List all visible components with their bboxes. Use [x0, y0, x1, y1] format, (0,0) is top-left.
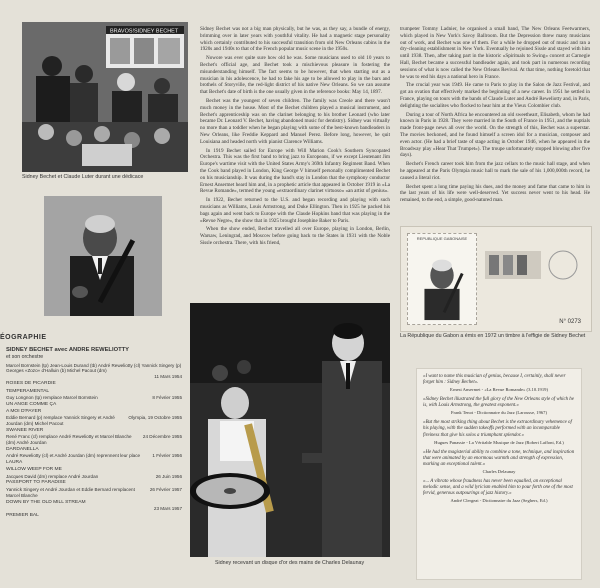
quote-source: Hugues Panassie - La Véritable Musique de Jazz (Robert Laffont, Ed.) [434, 439, 564, 445]
discography-intro-date: 11 Mars 1954 [154, 374, 182, 380]
middle-paragraph: When the show ended, Bechet travelled all over Europe, playing in London, Berlin, Warsaw, Leningrad, and Moscow before going back to the States in 1931 with the Noble Sissle orchestra. There, with his friend, [200, 226, 390, 246]
quote-text: «But the most striking thing about Bechet is the extraordinary vehemence of his playing, with the sudden takeoffs performed with an incomparable fireiness that give his solos a triumphant splendor.» [423, 420, 572, 438]
discography-date: 8 Février 1955 [152, 394, 182, 400]
discography-subheader: et son orchestre [6, 353, 44, 360]
quote-text: «I want to name this musician of genius, because I, certainly, shall never forget him : Sidney Bechet». [423, 374, 566, 386]
discography-date: 1 Février 1956 [152, 453, 182, 459]
discography-song: ROSES DE PICARDIE [6, 381, 56, 387]
text-column-middle [200, 26, 390, 300]
middle-paragraph: In 1919 Bechet sailed for Europe with Will Marion Cook's Southern Syncopated Orchestra. This was the first band to bring jazz to Europeans, if we except Lieutenant Jim Europe's wartime visit with the United States Army's 369th Infantry Regiment Band. When the Cook band played in London, King George V himself personally complimented Bechet on his musicianship. It was during the band's stay in London that the symphony conductor Ernest Ansermet heard him and, in a prophetic article that appeared in October 1919 in «La Revue Romande», termed the young «extraordinary clarinet virtuoso» «an artist of genius». [200, 147, 390, 195]
discography-note: Eddie Bernard (p) remplace Yannick Singery et André Jourdan (dm) Michel Pacout [6, 415, 115, 427]
postage-stamp [407, 233, 477, 325]
discography-song: DOWN BY THE OLD MILL STREAM [6, 499, 86, 505]
text-column-right [400, 26, 590, 222]
middle-paragraph: Nowore was ever quite sure how old he was. Some musicians used to old 10 years to Bechet's official age, and Bechet took a mischievous pleasure in fostering the misunderstanding himself. The fact seems to be however, that when starting out as a musician in his adolescence, he had to fake his age to be allowed to play in the bars and brothels of Storyville, the red-light district of his native New Orleans. So we can assume that Bechet's date of birth is the one usually given in the reference books: May 14, 1897. [200, 55, 390, 96]
photo4-caption: Sidney recevant un disque d'or des mains de Charles Delaunay [215, 560, 365, 566]
discography-entry [6, 434, 182, 446]
discography-intro: Marcel Bornstein (tp) Jean-Louis Durand (tb) André Reweliotty (cl) Yannick Singery (p) Georges «Zozo» d'Halluin (b) Michel Pacout (dm) [6, 362, 182, 374]
discography-song: TEMPERAMENTAL [6, 388, 50, 394]
discography-list [6, 381, 182, 519]
discography-note: Jacques David (dm) remplace André Jourdan [6, 473, 99, 479]
right-paragraph: trumpeter Tommy Ladnier, he organised a small band, The New Orleans Feetwarmers, which played in New York's Savoy Ballroom. But the Depression threw many musicians out of work, and Bechet was one of them. For a while he dropped out of music and ran a dry-cleaning establishment in New York. Eventually he rejoined Sissle and stayed with him until 1938. Then, after taking part in the historic «Spirituals to Swing» concert at Carnegie Hall, Bechet became a successful bandleader again, and took part in numerous recording sessions of what is now called the New Orleans Revival. At that time, nothing foretold that he was to end his days a national hero in France. [400, 26, 590, 80]
discography-date: 26 Juin 1956 [155, 473, 182, 479]
discography-note: René Franc (cl) remplace André Reweliotty et Marcel Blanche (dm) André Jourdan [6, 434, 132, 446]
discography [6, 347, 182, 519]
discography-note: Yannick Singery et André Jourdan et Eddie Bernard remplacent Marcel Blanche [6, 486, 135, 498]
right-paragraph: Bechet's French career took him from the jazz cellars to the music hall stage, and when he appeared at the Paris Olympia music hall to mark the sale of his 1,000,000th record, he caused a literal riot. [400, 161, 590, 181]
discography-note [6, 506, 154, 512]
discography-song: A MOI D'PAYER [6, 408, 42, 414]
quote-source: André Clergeat - Dictionnaire du Jazz (Seghers, Ed.) [450, 498, 548, 504]
discography-date: 24 Décembre 1955 [142, 434, 182, 440]
discography-entry [6, 474, 182, 480]
poster-title: SIDNEY BECHET [134, 28, 179, 35]
photo-dedication [22, 22, 188, 172]
quote-source: Ernest Ansermet - «La Revue Romande» (3.10.1919) [450, 387, 548, 393]
discography-date: Olympia, 19 Octobre 1955 [128, 415, 182, 421]
stamp-number-label: N° [559, 319, 566, 325]
middle-paragraph: In 1922, Bechet returned to the U.S. and began recording and playing with such musicians as Williams, Louis Armstrong, and Duke Ellington. Then in 1925 he packed his bags again and went back to Europe with the Claude Hopkins band that was playing in the «Revue Negre», the show that in 1925 brought Josephine Baker to Paris. [200, 197, 390, 224]
discography-entry [6, 487, 182, 499]
right-paragraph: The crucial year was 1949. He came to Paris to play in the Salon de Jazz Festival, and got an ovation that effectively marked the beginning of a new career. In 1951 he settled in France, playing on tours with the bands of Claude Luter and André Reweliotty and, in Paris, delighting the socialites who flocked to hear him at the Vieux Colombier club. [400, 82, 590, 109]
stamp-number [559, 319, 581, 325]
photo-gold-disc [190, 303, 390, 557]
quotes-list [423, 374, 575, 504]
discography-song: PASSPORT TO PARADISE [6, 480, 66, 486]
stamp-country: REPUBLIQUE GABONAISE [416, 236, 468, 241]
discography-entry [6, 415, 182, 427]
quotes-box [416, 368, 582, 580]
quote-text: «Sidney Bechet illustrated the full glory of the New Orleans style of which he is, with Louis Armstrong, the greatest exponent.» [423, 397, 574, 409]
discography-entry [6, 506, 182, 512]
right-paragraph: Bechet spent a long time paying his dues, and the money and fame that came to him in the last years of his life were well-deserved. Yet success never went to his head. He remained, to the end, a simple, good-natured man. [400, 183, 590, 204]
discography-note: André Reweliotty (cl) et André Jourdan (dm) reprennent leur place [6, 453, 141, 459]
discography-song: UN ANGE COMME ÇA [6, 401, 57, 407]
stamp-number-value: 0273 [567, 319, 581, 325]
discography-song: DARDANELLA [6, 446, 39, 452]
quote-text: «He had the magisterial ability to combine a tone, technique, and inspiration that were animated by an enormous warmth and strength of expression, marking an exceptional talent.» [423, 449, 575, 467]
stamp-box [400, 226, 592, 332]
middle-paragraph: Sidney Bechet was not a big man physically, but he was, as they say, a bundle of energy, brimming over in later years with youthful vitality. He had a magnetic stage personality which certainly contributed to his successful transition from old New Orleans cabins in the 1920s and 1940s to that of the French popular music scene in the 1950s. [200, 26, 390, 53]
discography-title: ÉOGRAPHIE [0, 334, 47, 341]
discography-entry [6, 453, 182, 459]
discography-song: WILLOW WEEP FOR ME [6, 467, 62, 473]
discography-note: Guy Longnon (tp) remplace Marcel Bornstein [6, 394, 98, 400]
photo-portrait [44, 196, 162, 316]
photo1-caption: Sidney Bechet et Claude Luter durant une dédicace [22, 174, 144, 180]
quote-source: Charles Delaunay [482, 469, 516, 475]
discography-date: 23 Mars 1957 [153, 505, 182, 511]
discography-song: LAURA [6, 460, 23, 466]
stamp-caption: La République du Gabon a émis en 1972 un timbre à l'effigie de Sidney Bechet [400, 333, 586, 339]
discography-song: PREMIER BAL [6, 512, 39, 518]
discography-song: SWANEE RIVER [6, 427, 44, 433]
quote-source: Frank Tenot - Dictionnaire du Jazz (Larousse, 1967) [450, 410, 548, 416]
poster-brand: BRAVOS! [110, 28, 135, 35]
stamp-envelope [481, 243, 585, 313]
right-paragraph: During a tour of North Africa he encountered an old sweetheart, Elisabeth, whom he had known in Paris in 1928. They were married in the South of France in 1951, and the nuptials made front-page news all over the world. On the strength of this, Bechet was a superstar. The movies beckoned, and he found himself a screen idol for a musician, composer and even actor. (He had a brief taste of stage acting in October 1946, when he appeared in the Broadway play «Hear That Trumpet»). The troupe unfortunately stopped blowing after five days). [400, 111, 590, 159]
quote-text: «... A vibrato whose fraudness has never been equalled, an exceptional melodic sense, and a wild lyricism enabled him to pour forth one of the most fervid, generous outpourings of jazz history.» [423, 478, 573, 497]
discography-entry [6, 395, 182, 401]
discography-header: SIDNEY BECHET avec ANDRE REWELIOTTY [6, 347, 130, 353]
middle-paragraph: Bechet was the youngest of seven children. The family was Creole and there wasn't much money in the house. Most of the Bechet children played a musical instrument, and Bechet's apprenticeship was on the clarinet belonging to his brother Leonard (who later became Dr. Leonard V. Bechet, having abandoned music for dentistry). Sidney was virtually no more than a toddler when he began playing with some of the best-known bandleaders in New Orleans, like Freddie Keppard and Manuel Perez. Before long, however, he quit Louisiana and headed north with pianist Clarence Williams. [200, 97, 390, 145]
discography-date: 26 Février 1957 [149, 486, 182, 492]
